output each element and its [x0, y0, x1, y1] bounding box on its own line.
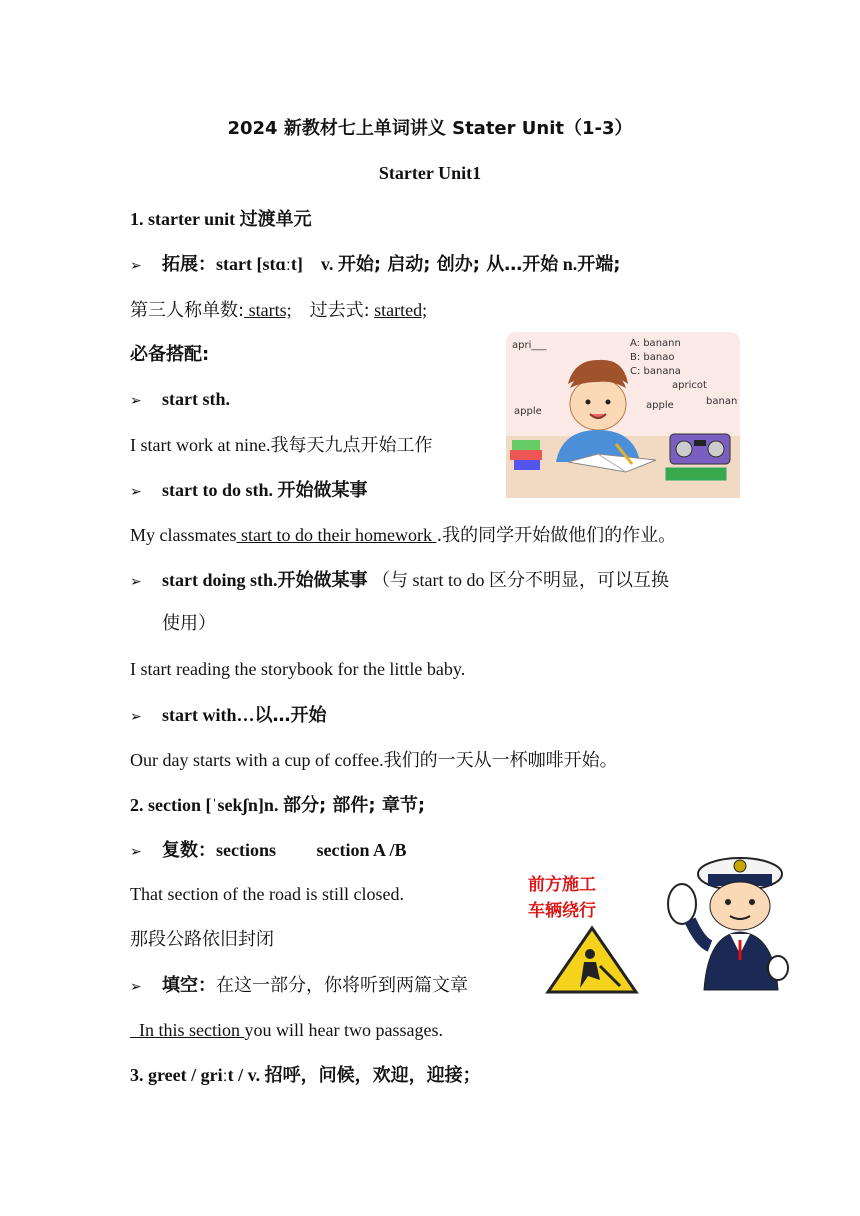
word-1-heading [130, 206, 312, 233]
phrase-3: ➢ start doing sth.开始做某事 （与 start to do 区分不明显，可以互换 [130, 567, 669, 595]
bullet-arrow-icon: ➢ [130, 574, 142, 590]
phrase-2: ➢ start to do sth. 开始做某事 [130, 477, 368, 505]
fill-blank-answer: In this section you will hear two passages. [130, 1020, 443, 1040]
bullet-arrow-icon: ➢ [130, 979, 142, 995]
collocation-label: 必备搭配: [130, 344, 210, 365]
pic-word-5: apricot [672, 380, 707, 391]
plural-line: ➢ 复数：sections section A /B [130, 837, 407, 865]
phrase-2-example: My classmates start to do their homework .我的同学开始做他们的作业。 [130, 525, 677, 546]
bullet-arrow-icon: ➢ [130, 709, 142, 725]
extension-line: ➢ 拓展：start [stɑːt] v. 开始; 启动; 创办; 从…开始 n.开端; [130, 251, 620, 279]
word-2-example-en: That section of the road is still closed. [130, 884, 404, 904]
word-number: 1. [130, 209, 144, 229]
phrase-4: ➢ start with…以…开始 [130, 702, 327, 730]
bullet-arrow-icon: ➢ [130, 393, 142, 409]
pic-word-1: apri___ [512, 340, 547, 351]
phrase-1: ➢ start sth. [130, 386, 230, 414]
pic-word-6: apple [514, 406, 542, 417]
document-title: 2024 新教材七上单词讲义 Stater Unit（1-3） [227, 118, 633, 139]
word-en: starter unit [148, 209, 236, 229]
pic-word-3: B: banao [630, 352, 675, 363]
pic-word-8: banan [706, 396, 738, 407]
phrase-1-example: I start work at nine.我每天九点开始工作 [130, 435, 433, 456]
word-2-heading: 2. section [ˈsekʃn]n. 部分; 部件; 章节; [130, 795, 426, 816]
fill-blank-line: ➢ 填空：在这一部分，你将听到两篇文章 [130, 972, 468, 1000]
pic-word-7: apple [646, 400, 674, 411]
sign-text-line-1: 前方施工 [528, 875, 596, 895]
boy-studying-illustration [506, 332, 740, 498]
pic-word-2: A: banann [630, 338, 681, 349]
word-3-heading: 3. greet / griːt / v. 招呼，问候，欢迎，迎接； [130, 1065, 481, 1086]
phrase-4-example: Our day starts with a cup of coffee.我们的一天从一杯咖啡开始。 [130, 750, 618, 771]
phrase-3-example: I start reading the storybook for the little baby. [130, 659, 466, 679]
phrase-3-note-cont: 使用） [162, 613, 216, 634]
bullet-arrow-icon: ➢ [130, 484, 142, 500]
pic-word-4: C: banana [630, 366, 681, 377]
word-forms-line: 第三人称单数: starts; 过去式: started; [130, 300, 428, 321]
unit-title: Starter Unit1 [378, 163, 482, 183]
sign-text-line-2: 车辆绕行 [528, 901, 596, 921]
bullet-arrow-icon: ➢ [130, 844, 142, 860]
word-2-example-zh: 那段公路依旧封闭 [130, 929, 274, 950]
word-zh: 过渡单元 [239, 209, 312, 230]
police-construction-illustration [524, 850, 796, 996]
bullet-arrow-icon: ➢ [130, 258, 142, 274]
